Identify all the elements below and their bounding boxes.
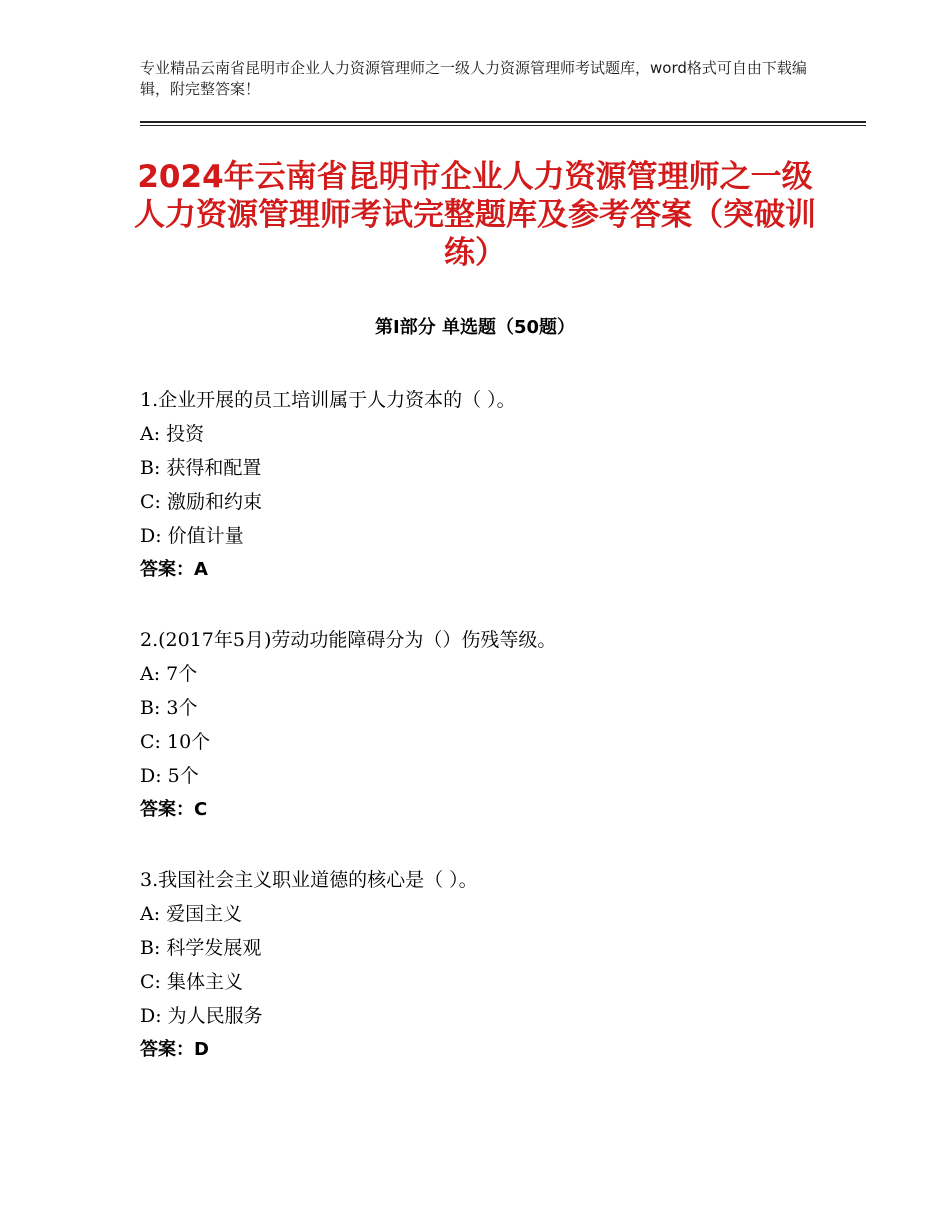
option-c: C: 集体主义 — [140, 971, 243, 993]
question-stem: 2.(2017年5月)劳动功能障碍分为（）伤残等级。 — [140, 629, 557, 651]
option-b: B: 获得和配置 — [140, 457, 262, 479]
question-stem: 3.我国社会主义职业道德的核心是（ ）。 — [140, 869, 478, 891]
option-a: A: 爱国主义 — [140, 903, 243, 925]
option-c: C: 10个 — [140, 731, 211, 753]
header-divider-thick — [140, 121, 866, 123]
option-b: B: 3个 — [140, 697, 198, 719]
option-d: D: 为人民服务 — [140, 1005, 263, 1027]
question-1 — [140, 383, 840, 587]
document-title: 2024年云南省昆明市企业人力资源管理师之一级人力资源管理师考试完整题库及参考答案（突破训练） — [134, 159, 816, 271]
option-a: A: 7个 — [140, 663, 198, 685]
option-c: C: 激励和约束 — [140, 491, 262, 513]
header-divider-thin — [140, 125, 866, 126]
answer-label: 答案：C — [140, 799, 208, 820]
section-title: 第Ⅰ部分 单选题（50题） — [374, 317, 575, 338]
answer-label: 答案：D — [140, 1039, 209, 1060]
option-b: B: 科学发展观 — [140, 937, 262, 959]
question-list — [140, 383, 840, 1103]
option-d: D: 价值计量 — [140, 525, 244, 547]
question-2 — [140, 623, 840, 827]
question-3 — [140, 863, 840, 1067]
answer-label: 答案：A — [140, 559, 208, 580]
question-stem: 1.企业开展的员工培训属于人力资本的（ ）。 — [140, 389, 516, 411]
header-note: 专业精品云南省昆明市企业人力资源管理师之一级人力资源管理师考试题库，word格式可自由下载编辑，附完整答案！ — [140, 59, 807, 98]
option-a: A: 投资 — [140, 423, 205, 445]
option-d: D: 5个 — [140, 765, 199, 787]
